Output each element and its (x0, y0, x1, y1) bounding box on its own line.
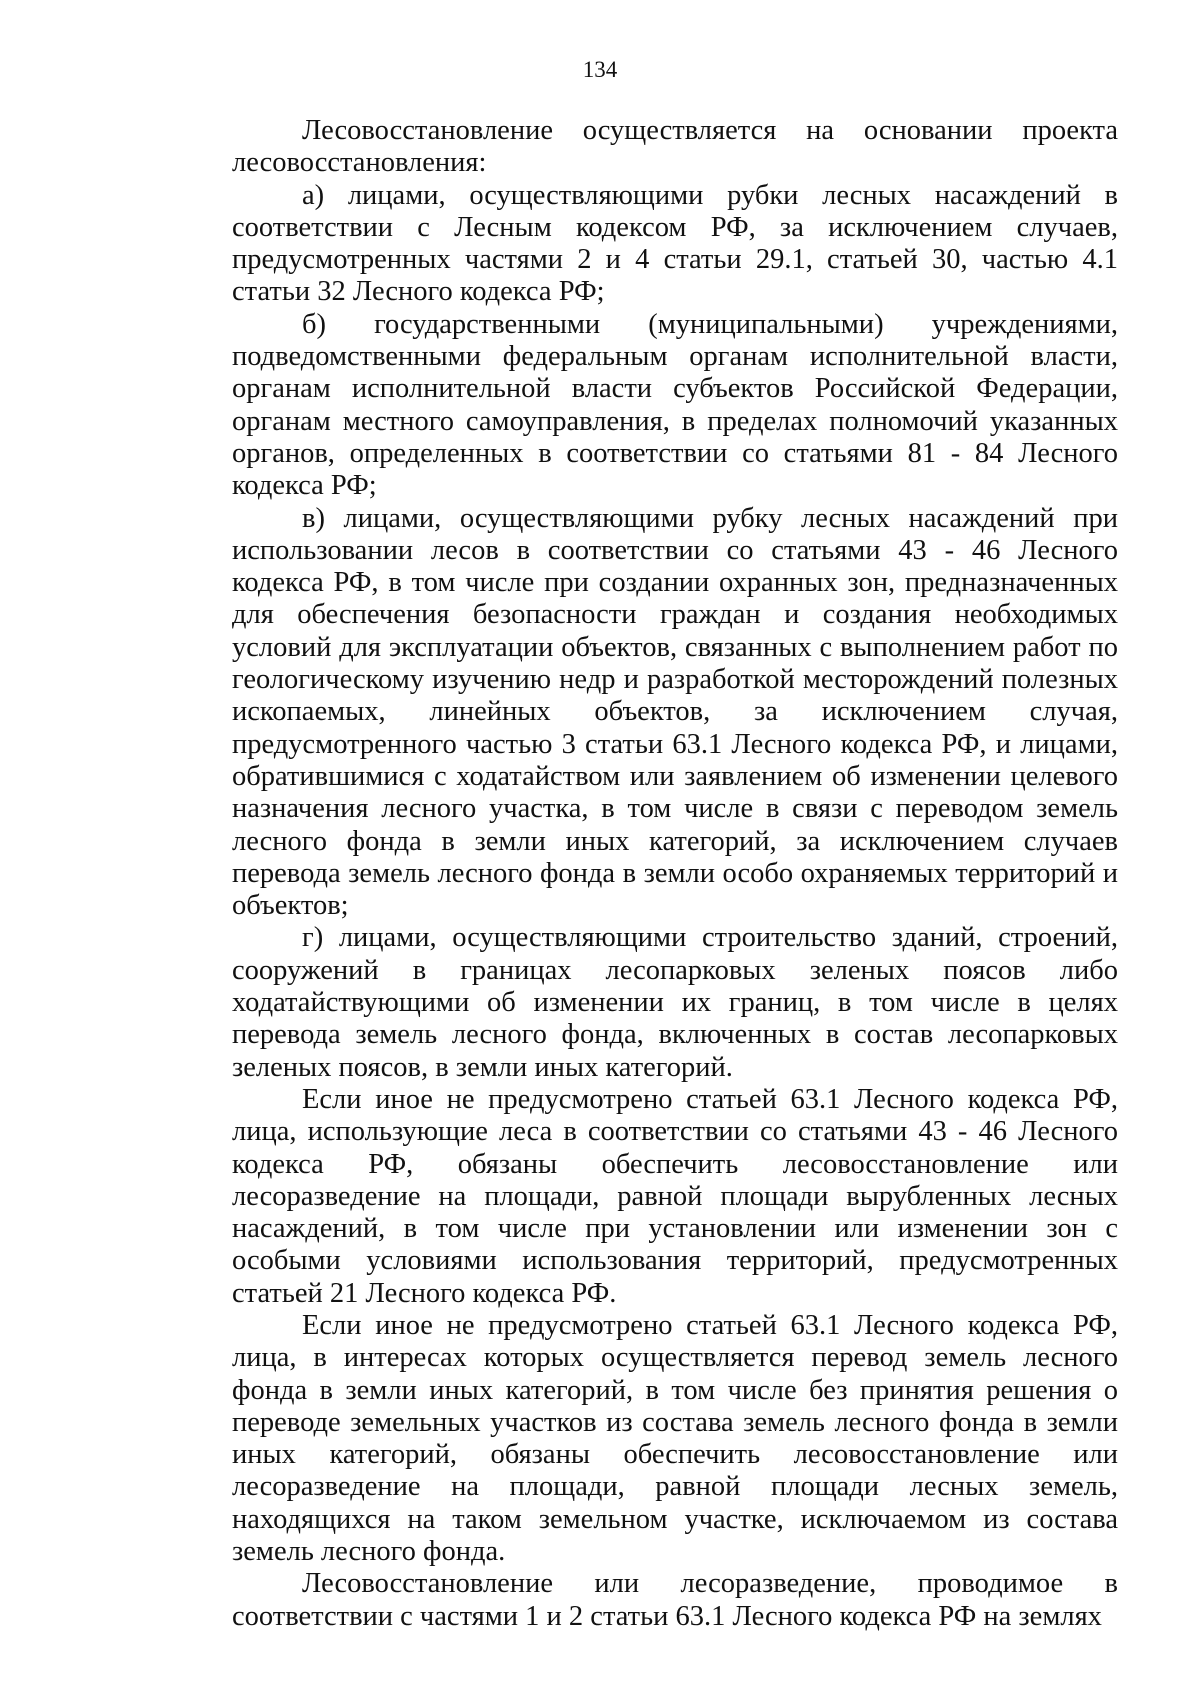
list-item-a: а) лицами, осуществляющими рубки лесных насаждений в соответствии с Лесным кодексом РФ, за исключением случаев, предусмотренных частями 2 и 4 статьи 29.1, статьей 30, частью 4.1 статьи 32 Лесного кодекса РФ; (232, 179, 1118, 308)
paragraph-forest-users: Если иное не предусмотрено статьей 63.1 Лесного кодекса РФ, лица, использующие леса в соответствии со статьями 43 - 46 Лесного кодекса РФ, обязаны обеспечить лесовосстановление или лесоразведение на площади, равной площади вырубленных лесных насаждений, в том числе при установлении или изменении зон с особыми условиями использования территорий, предусмотренных статьей 21 Лесного кодекса РФ. (232, 1083, 1118, 1309)
list-item-b: б) государственными (муниципальными) учреждениями, подведомственными федеральным органам исполнительной власти, органам исполнительной власти субъектов Российской Федерации, органам местного самоуправления, в пределах полномочий указанных органов, определенных в соответствии со статьями 81 - 84 Лесного кодекса РФ; (232, 308, 1118, 502)
paragraph-land-transfer: Если иное не предусмотрено статьей 63.1 Лесного кодекса РФ, лица, в интересах которых осуществляется перевод земель лесного фонда в земли иных категорий, в том числе без принятия решения о переводе земельных участков из состава земель лесного фонда в земли иных категорий, обязаны обеспечить лесовосстановление или лесоразведение на площади, равной площади лесных земель, находящихся на таком земельном участке, исключаемом из состава земель лесного фонда. (232, 1309, 1118, 1568)
document-body (232, 115, 1118, 1633)
paragraph-continued: Лесовосстановление или лесоразведение, проводимое в соответствии с частями 1 и 2 статьи 63.1 Лесного кодекса РФ на землях (232, 1568, 1118, 1632)
list-item-v: в) лицами, осуществляющими рубку лесных насаждений при использовании лесов в соответствии со статьями 43 - 46 Лесного кодекса РФ, в том числе при создании охранных зон, предназначенных для обеспечения безопасности граждан и создания необходимых условий для эксплуатации объектов, связанных с выполнением работ по геологическому изучению недр и разработкой месторождений полезных ископаемых, линейных объектов, за исключением случая, предусмотренного частью 3 статьи 63.1 Лесного кодекса РФ, и лицами, обратившимися с ходатайством или заявлением об изменении целевого назначения лесного участка, в том числе в связи с переводом земель лесного фонда в земли иных категорий, за исключением случаев перевода земель лесного фонда в земли особо охраняемых территорий и объектов; (232, 502, 1118, 922)
paragraph-intro: Лесовосстановление осуществляется на основании проекта лесовосстановления: (232, 115, 1118, 179)
list-item-g: г) лицами, осуществляющими строительство зданий, строений, сооружений в границах лесопарковых зеленых поясов либо ходатайствующими об изменении их границ, в том числе в целях перевода земель лесного фонда, включенных в состав лесопарковых зеленых поясов, в земли иных категорий. (232, 922, 1118, 1083)
page-number: 134 (582, 57, 618, 82)
